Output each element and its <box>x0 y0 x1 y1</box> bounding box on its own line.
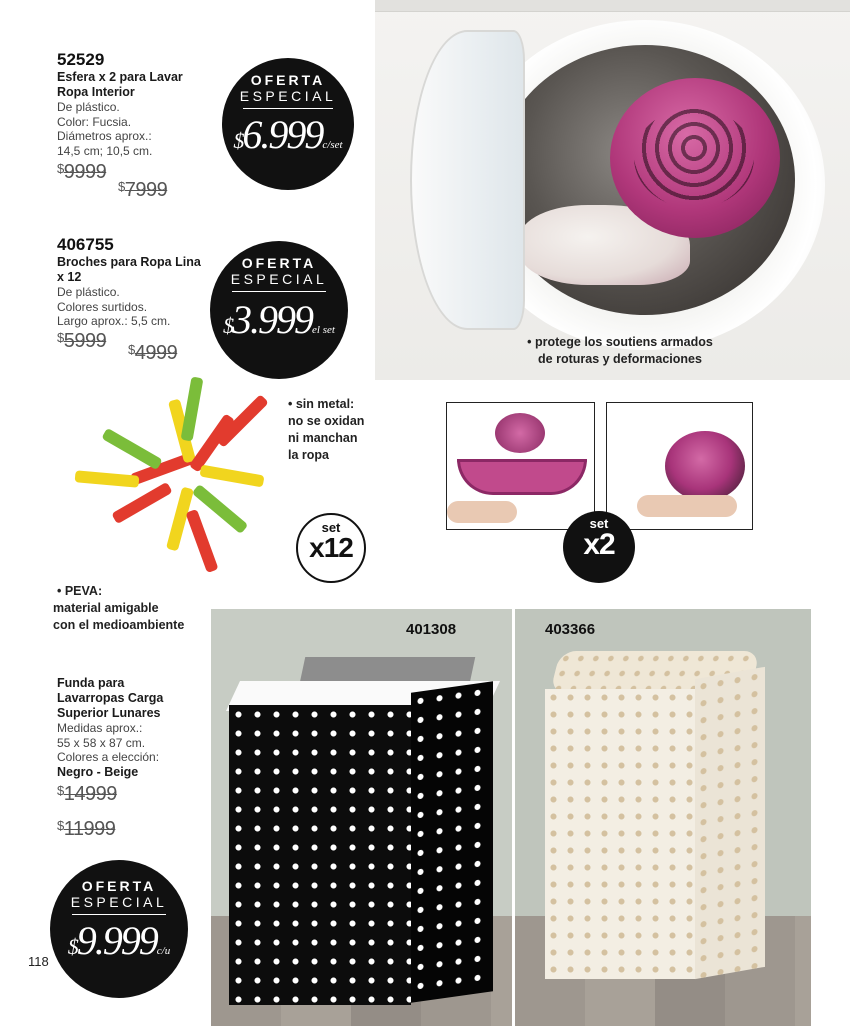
old-price: $4999 <box>128 342 178 364</box>
product-name-line: Ropa Interior <box>57 85 135 99</box>
peva-caption <box>53 583 223 634</box>
offer-badge-line1: OFERTA <box>250 72 326 88</box>
product-name-line: Funda para <box>57 676 125 690</box>
old-price: $7999 <box>118 179 168 201</box>
peva-caption-line: material amigable <box>53 601 159 615</box>
washer-caption-line: de roturas y deformaciones <box>538 352 702 366</box>
clips-caption-line: • sin metal: <box>288 397 355 411</box>
washer-top-panel <box>375 0 850 12</box>
set-x12-badge <box>296 513 366 583</box>
washer-caption <box>505 334 735 368</box>
clips-caption-line: no se oxidan <box>288 414 365 428</box>
clips-caption <box>288 396 398 464</box>
offer-badge <box>222 58 354 190</box>
clothespin <box>101 428 162 470</box>
washer-door <box>410 30 525 330</box>
product-desc-line: 14,5 cm; 10,5 cm. <box>57 143 153 158</box>
ball-half-image <box>457 459 587 495</box>
product-desc-line: Diámetros aprox.: <box>57 129 152 143</box>
product-code: 406755 <box>57 235 114 254</box>
black-cover-front <box>229 705 411 1005</box>
product-406755-info <box>57 235 227 329</box>
product-52529-info <box>57 50 227 158</box>
offer-price: $6.999c/set <box>233 112 343 157</box>
clothespins-image <box>60 385 280 555</box>
product-name-line: Broches para Ropa Lina <box>57 255 201 269</box>
peva-caption-line: • PEVA: <box>57 584 103 598</box>
black-cover-photo <box>211 609 512 1026</box>
offer-badge <box>50 860 188 998</box>
page-number: 118 <box>28 954 49 969</box>
offer-price: $3.999el set <box>223 297 335 342</box>
clips-caption-line: ni manchan <box>288 431 358 445</box>
offer-badge-line1: OFERTA <box>241 255 317 271</box>
product-desc-line: Colores a elección: <box>57 750 160 764</box>
product-desc-line: 55 x 58 x 87 cm. <box>57 735 146 750</box>
product-name-line: Lavarropas Carga <box>57 691 164 705</box>
offer-badge-line2: ESPECIAL <box>239 88 337 104</box>
product-desc-line: De plástico. <box>57 100 120 114</box>
offer-badge-rule <box>72 914 166 915</box>
product-name-line: Superior Lunares <box>57 706 161 720</box>
black-cover-side <box>411 681 493 1003</box>
product-name-line: x 12 <box>57 270 82 284</box>
old-price: $9999 <box>57 161 107 183</box>
hand-image <box>637 495 737 517</box>
product-desc-line: Color: Fucsia. <box>57 114 132 129</box>
product-desc-line: Largo aprox.: 5,5 cm. <box>57 314 171 328</box>
peva-caption-line: con el medioambiente <box>53 618 185 632</box>
clothespin <box>185 509 218 573</box>
beige-cover-photo <box>515 609 811 1026</box>
product-colors: Negro - Beige <box>57 764 139 779</box>
beige-cover-front <box>545 689 695 979</box>
offer-price: $9.999c/u <box>67 918 171 963</box>
offer-badge-rule <box>243 108 333 109</box>
product-code: 52529 <box>57 50 105 69</box>
closed-ball-image <box>665 431 745 501</box>
product-desc-line: Medidas aprox.: <box>57 721 143 735</box>
beige-cover-side <box>695 667 765 979</box>
clothespin <box>181 376 204 441</box>
old-price: $5999 <box>57 330 107 352</box>
ball-open-photo <box>446 402 595 530</box>
offer-badge-line2: ESPECIAL <box>230 271 328 287</box>
washer-caption-line: • protege los soutiens armados <box>527 335 713 349</box>
product-code: 401308 <box>406 621 457 638</box>
set-x2-badge <box>563 511 635 583</box>
old-price: $14999 <box>57 783 117 805</box>
offer-badge <box>210 241 348 379</box>
product-name-line: Esfera x 2 para Lavar <box>57 70 183 84</box>
product-code: 403366 <box>545 621 596 638</box>
product-covers-info <box>57 676 217 780</box>
clothespin <box>111 482 172 524</box>
clothespin <box>75 470 140 488</box>
clips-caption-line: la ropa <box>288 448 329 462</box>
clothespin <box>199 465 264 488</box>
hand-image <box>447 501 517 523</box>
laundry-ball-image <box>610 78 780 238</box>
offer-badge-line1: OFERTA <box>81 878 157 894</box>
offer-badge-rule <box>232 291 326 292</box>
set-badge-small: set <box>589 516 609 531</box>
product-desc-line: Colores surtidos. <box>57 299 148 314</box>
set-badge-big: x12 <box>309 532 353 563</box>
old-price: $11999 <box>57 818 116 840</box>
product-desc-line: De plástico. <box>57 285 120 299</box>
small-ball-image <box>495 413 545 453</box>
ball-closed-photo <box>606 402 753 530</box>
set-badge-big: x2 <box>583 528 615 561</box>
offer-badge-line2: ESPECIAL <box>70 894 168 910</box>
washer-photo <box>375 0 850 380</box>
set-badge-small: set <box>321 520 341 535</box>
